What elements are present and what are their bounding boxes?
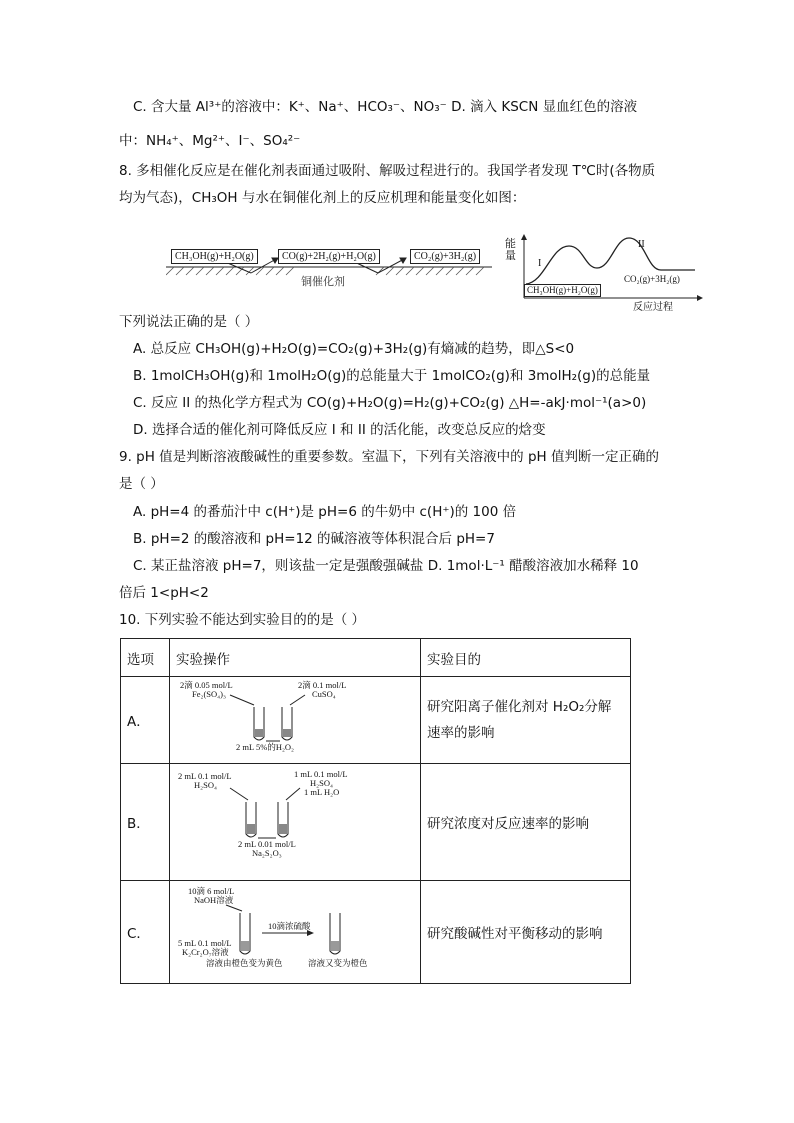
energy-profile <box>505 232 705 313</box>
q9-line-last: 倍后 1<pH<2 <box>119 585 209 601</box>
q9-stem-1: 9. pH 值是判断溶液酸碱性的重要参数。室温下，下列有关溶液中的 pH 值判断一定正确的 <box>119 449 659 465</box>
q9-option-b: B. pH=2 的酸溶液和 pH=12 的碱溶液等体积混合后 pH=7 <box>133 531 495 547</box>
q8-prompt: 下列说法正确的是（ ） <box>119 314 259 330</box>
fig-b-right-1: 1 mL 0.1 mol/L <box>294 769 348 779</box>
header-option: 选项 <box>121 639 170 677</box>
fig-b-right-3: 1 mL H₂O <box>304 787 340 797</box>
table-header-row <box>121 639 631 677</box>
experiment-figure-b <box>170 764 421 881</box>
peak-II-label: II <box>638 239 645 250</box>
fig-c-caption-2: 溶液又变为橙色 <box>308 958 368 968</box>
fig-b-right-2: H₂SO₄ <box>310 778 333 788</box>
energy-curve <box>505 232 705 310</box>
fig-c-top-1: 10滴 6 mol/L <box>188 886 235 896</box>
fig-b-bottom-1: 2 mL 0.01 mol/L <box>238 839 296 849</box>
fig-a-right-2: CuSO₄ <box>312 689 336 699</box>
header-operation: 实验操作 <box>170 639 421 677</box>
fig-a-left-1: 2滴 0.05 mol/L <box>180 680 233 690</box>
q8-stem-2: 均为气态)，CH₃OH 与水在铜催化剂上的反应机理和能量变化如图： <box>119 190 526 206</box>
fig-c-side-1: 5 mL 0.1 mol/L <box>178 938 232 948</box>
q8-option-b: B. 1molCH₃OH(g)和 1molH₂O(g)的总能量大于 1molCO₂(g)和 3molH₂(g)的总能量 <box>133 368 651 384</box>
row-purpose-a <box>421 677 631 764</box>
fig-c-arrow-label: 10滴浓硫酸 <box>268 921 311 931</box>
q9-option-a: A. pH=4 的番茄汁中 c(H⁺)是 pH=6 的牛奶中 c(H⁺)的 100 倍 <box>133 504 517 520</box>
fig-c-caption-1: 溶液由橙色变为黄色 <box>206 958 283 968</box>
q9-option-cd: C. 某正盐溶液 pH=7，则该盐一定是强酸强碱盐 D. 1mol·L⁻¹ 醋酸溶液加水稀释 10 <box>133 558 639 574</box>
fig-a-left-2: Fe₂(SO₄)₃ <box>192 689 226 699</box>
q7-line-1: C. 含大量 Al³⁺的溶液中：K⁺、Na⁺、HCO₃⁻、NO₃⁻ D. 滴入 KSCN 显血红色的溶液 <box>133 99 638 115</box>
fig-c-top-2: NaOH溶液 <box>194 895 234 905</box>
fig-a-right-1: 2滴 0.1 mol/L <box>298 680 347 690</box>
species-box-3: CO₂(g)+3H₂(g) <box>410 249 480 264</box>
experiment-figure-c <box>170 881 421 984</box>
q8-option-a: A. 总反应 CH₃OH(g)+H₂O(g)=CO₂(g)+3H₂(g)有熵减的趋势，即△S<0 <box>133 341 575 357</box>
mechanism-diagram <box>166 243 492 291</box>
experiment-table <box>120 638 631 984</box>
q7-line-2: 中：NH₄⁺、Mg²⁺、I⁻、SO₄²⁻ <box>119 133 301 149</box>
fig-b-left-1: 2 mL 0.1 mol/L <box>178 771 232 781</box>
fig-b-bottom-2: Na₂S₂O₃ <box>252 848 282 858</box>
reaction-progress-label: 反应过程 <box>633 302 673 313</box>
table-row <box>121 881 631 984</box>
fig-b-left-2: H₂SO₄ <box>194 780 217 790</box>
q10-title: 10. 下列实验不能达到实验目的的是（ ） <box>119 612 366 628</box>
peak-I-label: I <box>538 258 542 269</box>
header-purpose: 实验目的 <box>421 639 631 677</box>
catalyst-label: 铜催化剂 <box>301 276 345 288</box>
q8-stem-1: 8. 多相催化反应是在催化剂表面通过吸附、解吸过程进行的。我国学者发现 T℃时(各物质 <box>119 163 656 179</box>
table-row <box>121 764 631 881</box>
row-purpose-c: 研究酸碱性对平衡移动的影响 <box>421 881 631 984</box>
product-label: CO₂(g)+3H₂(g) <box>624 274 680 284</box>
purpose-a-line-2: 速率的影响 <box>427 725 495 741</box>
species-box-1: CH₃OH(g)+H₂O(g) <box>171 249 258 264</box>
q9-stem-2: 是（ ） <box>119 476 164 492</box>
row-option-a: A． <box>121 677 170 764</box>
purpose-a-line-1: 研究阳离子催化剂对 H₂O₂分解 <box>427 699 612 715</box>
experiment-figure-a <box>170 677 421 764</box>
fig-c-side-2: K₂Cr₂O₇溶液 <box>182 947 229 957</box>
energy-axis-label: 能量 <box>505 238 516 262</box>
reactant-label: CH₃OH(g)+H₂O(g) <box>524 284 601 297</box>
q8-option-d: D. 选择合适的催化剂可降低反应 I 和 II 的活化能，改变总反应的焓变 <box>133 422 546 438</box>
fig-a-bottom: 2 mL 5%的H₂O₂ <box>236 742 295 752</box>
row-option-b: B． <box>121 764 170 881</box>
row-option-c: C． <box>121 881 170 984</box>
q8-option-c: C. 反应 II 的热化学方程式为 CO(g)+H₂O(g)=H₂(g)+CO₂(g) △H=-akJ·mol⁻¹(a>0) <box>133 395 647 411</box>
species-box-2: CO(g)+2H₂(g)+H₂O(g) <box>278 249 380 264</box>
table-row <box>121 677 631 764</box>
row-purpose-b: 研究浓度对反应速率的影响 <box>421 764 631 881</box>
